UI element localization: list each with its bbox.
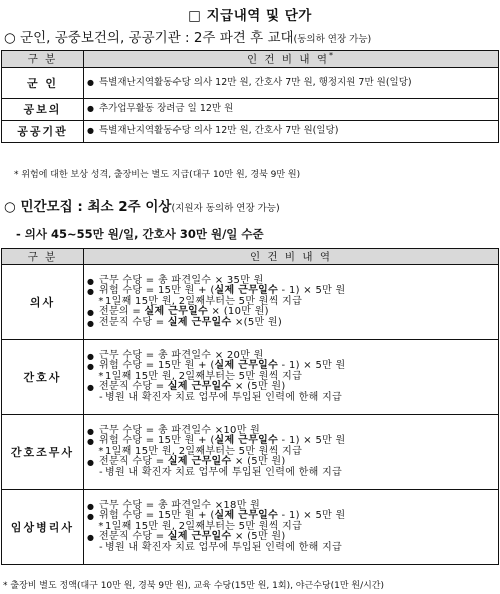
emphasis-text: 실제 근무일수 bbox=[214, 360, 279, 372]
detail-text: 위험 수당 = 15만 원 + ( bbox=[99, 285, 215, 297]
section2-subline: - 의사 45~55만 원/일, 간호사 30만 원/일 수준 bbox=[16, 227, 264, 241]
emphasis-text: 실제 근무일수 bbox=[167, 531, 232, 543]
dispatch-col-details bbox=[84, 51, 499, 68]
section2-footnote: * 출장비 별도 정액(대구 10만 원, 경북 9만 원), 교육 수당(15만 원, 1회), 야근수당(1만 원/시간) bbox=[3, 581, 384, 591]
detail-text: × (10만 원) bbox=[208, 306, 269, 318]
row-details bbox=[84, 490, 499, 565]
marker-symbol: * bbox=[98, 295, 104, 307]
detail-text: 전문의 = bbox=[99, 306, 145, 318]
emphasis-text: 실제 근무일수 bbox=[144, 306, 209, 318]
bullet-icon: ● bbox=[87, 287, 95, 297]
dispatch-col-category: 구 분 bbox=[2, 51, 84, 68]
table-row bbox=[2, 415, 499, 490]
detail-text: 전문직 수당 = bbox=[99, 381, 168, 393]
row-category: 임상병리사 bbox=[2, 490, 84, 565]
detail-text: 근무 수당 = 총 파견일수 ×10만 원 bbox=[99, 424, 261, 436]
bullet-icon: ● bbox=[87, 77, 94, 87]
detail-text: ×(5만 원) bbox=[231, 316, 283, 328]
table-row bbox=[2, 120, 499, 142]
detail-text: × (5만 원) bbox=[231, 531, 286, 543]
row-category: 의사 bbox=[2, 265, 84, 340]
private-recruit-table bbox=[1, 248, 499, 565]
section2-heading-text: ○ 민간모집 : 최소 2주 이상 bbox=[4, 199, 172, 215]
marker-symbol: * bbox=[98, 370, 104, 382]
detail-text: 병원 내 확진자 치료 업무에 투입된 인력에 한해 지급 bbox=[105, 391, 342, 403]
section1-footnote: * 위험에 대한 보상 성격, 출장비는 별도 지급(대구 10만 원, 경북 9만 원) bbox=[14, 170, 301, 180]
marker-symbol: - bbox=[99, 541, 103, 553]
emphasis-text: 실제 근무일수 bbox=[167, 316, 232, 328]
dispatch-table-header bbox=[2, 51, 499, 68]
detail-text: 전문직 수당 = bbox=[99, 456, 168, 468]
bullet-icon: ● bbox=[87, 308, 95, 318]
detail-text: 병원 내 확진자 치료 업무에 투입된 인력에 한해 지급 bbox=[105, 541, 342, 553]
table-row bbox=[2, 340, 499, 415]
detail-text: × (5만 원) bbox=[231, 456, 286, 468]
detail-text: 1일째 15만 원, 2일째부터는 5만 원씩 지급 bbox=[105, 445, 303, 457]
bullet-icon: ● bbox=[87, 426, 95, 436]
bullet-icon: ● bbox=[87, 104, 94, 113]
table-row bbox=[2, 98, 499, 120]
table-row bbox=[2, 67, 499, 98]
marker-symbol: * bbox=[98, 445, 104, 457]
emphasis-text: 실제 근무일수 bbox=[167, 381, 232, 393]
detail-text: 위험 수당 = 15만 원 + ( bbox=[99, 360, 215, 372]
row-category: 공보의 bbox=[2, 98, 84, 120]
detail-text: - 1) × 5만 원 bbox=[278, 285, 346, 297]
detail-text: 근무 수당 = 총 파견일수 × 20만 원 bbox=[99, 349, 264, 361]
row-details bbox=[84, 67, 499, 98]
detail-text: 근무 수당 = 총 파견일수 × 35만 원 bbox=[99, 274, 264, 286]
bullet-icon: ● bbox=[87, 276, 95, 286]
bullet-icon: ● bbox=[87, 318, 95, 328]
dispatch-col-details-mark: * bbox=[329, 51, 336, 60]
detail-text: 위험 수당 = 15만 원 + ( bbox=[99, 435, 215, 447]
bullet-icon: ● bbox=[87, 437, 95, 447]
detail-text: 병원 내 확진자 치료 업무에 투입된 인력에 한해 지급 bbox=[105, 466, 342, 478]
detail-text: 위험 수당 = 15만 원 + ( bbox=[99, 510, 215, 522]
bullet-icon: ● bbox=[87, 351, 95, 361]
detail-text: - 1) × 5만 원 bbox=[278, 360, 346, 372]
bullet-icon: ● bbox=[87, 383, 95, 393]
detail-line bbox=[87, 468, 495, 479]
detail-text: 전문직 수당 = bbox=[99, 531, 168, 543]
marker-symbol: - bbox=[99, 466, 103, 478]
emphasis-text: 실제 근무일수 bbox=[214, 435, 279, 447]
emphasis-text: 실제 근무일수 bbox=[167, 456, 232, 468]
private-col-category: 구 분 bbox=[2, 249, 84, 265]
section2-heading bbox=[4, 195, 280, 215]
bullet-icon: ● bbox=[87, 501, 95, 511]
private-table-header bbox=[2, 249, 499, 265]
section1-heading bbox=[4, 26, 371, 46]
detail-line bbox=[87, 543, 495, 554]
row-details bbox=[84, 340, 499, 415]
row-category: 공공기관 bbox=[2, 120, 84, 142]
dispatch-col-details-label: 인 건 비 내 역 bbox=[246, 53, 330, 66]
bullet-icon: ● bbox=[87, 512, 95, 522]
detail-text: 1일째 15만 원, 2일째부터는 5만 원씩 지급 bbox=[105, 370, 303, 382]
detail-line bbox=[87, 393, 495, 404]
detail-text: - 1) × 5만 원 bbox=[278, 435, 346, 447]
table-row bbox=[2, 265, 499, 340]
bullet-icon: ● bbox=[87, 458, 95, 468]
dispatch-table bbox=[1, 50, 499, 143]
detail-text: × (5만 원) bbox=[231, 381, 286, 393]
row-details bbox=[84, 415, 499, 490]
detail-text: 1일째 15만 원, 2일째부터는 5만 원씩 지급 bbox=[105, 295, 303, 307]
section1-heading-note: (동의하 연장 가능) bbox=[293, 34, 372, 45]
emphasis-text: 실제 근무일수 bbox=[214, 510, 279, 522]
row-text: 특별재난지역활동수당 의사 12만 원, 간호사 7만 원(일당) bbox=[99, 125, 339, 136]
marker-symbol: - bbox=[99, 391, 103, 403]
bullet-icon: ● bbox=[87, 533, 95, 543]
detail-text: 1일째 15만 원, 2일째부터는 5만 원씩 지급 bbox=[105, 520, 303, 532]
detail-text: - 1) × 5만 원 bbox=[278, 510, 346, 522]
detail-text: 근무 수당 = 총 파견일수 ×18만 원 bbox=[99, 499, 261, 511]
row-details bbox=[84, 265, 499, 340]
row-category: 간호사 bbox=[2, 340, 84, 415]
table-row bbox=[2, 490, 499, 565]
marker-symbol: * bbox=[98, 520, 104, 532]
bullet-icon: ● bbox=[87, 362, 95, 372]
row-category: 군 인 bbox=[2, 67, 84, 98]
row-text: 추가업무활동 장려금 일 12만 원 bbox=[99, 103, 234, 114]
emphasis-text: 실제 근무일수 bbox=[214, 285, 279, 297]
row-category: 간호조무사 bbox=[2, 415, 84, 490]
row-details bbox=[84, 120, 499, 142]
section1-heading-text: ○ 군인, 공중보건의, 공공기관 : 2주 파견 후 교대 bbox=[4, 30, 294, 46]
private-table-body bbox=[2, 265, 499, 565]
row-details bbox=[84, 98, 499, 120]
section2-heading-note: (지원자 동의하 연장 가능) bbox=[171, 203, 280, 214]
private-col-details: 인 건 비 내 역 bbox=[84, 249, 499, 265]
page-title: □ 지급내역 및 단가 bbox=[188, 8, 312, 24]
row-text: 특별재난지역활동수당 의사 12만 원, 간호사 7만 원, 행정지원 7만 원(일당) bbox=[99, 76, 412, 88]
bullet-icon: ● bbox=[87, 126, 94, 135]
detail-line bbox=[87, 318, 495, 329]
detail-text: 전문직 수당 = bbox=[99, 316, 168, 328]
